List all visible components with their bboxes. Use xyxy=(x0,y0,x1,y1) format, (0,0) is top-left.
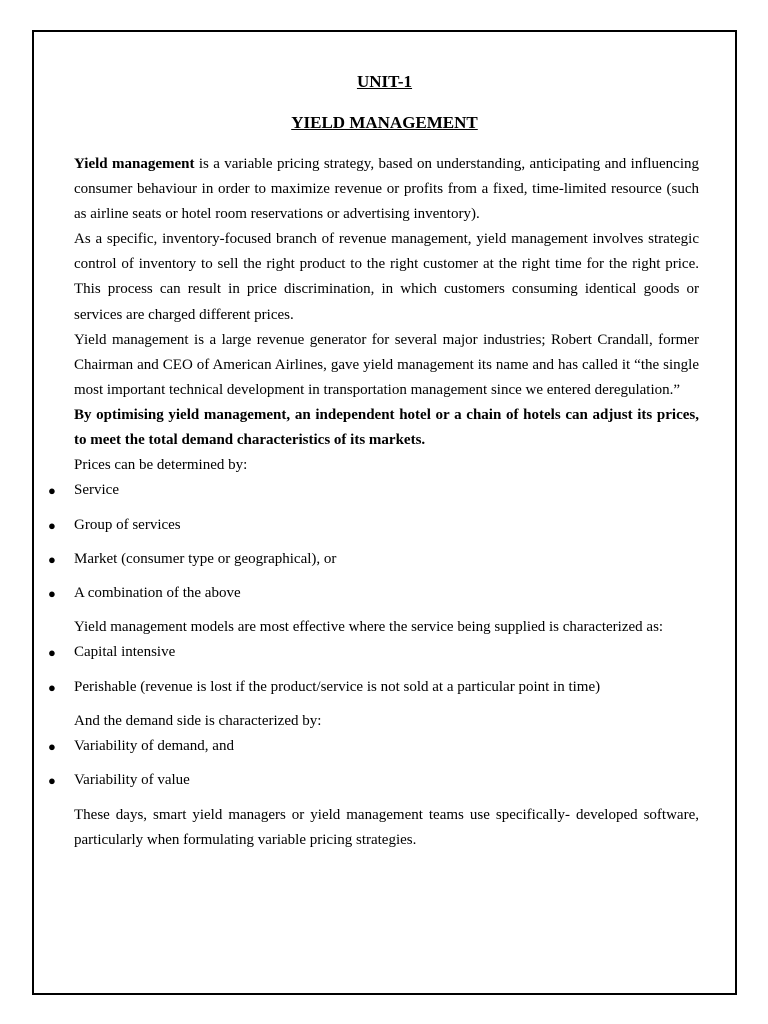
page-border xyxy=(32,30,737,995)
bullet-icon: ● xyxy=(48,551,56,567)
bullet-icon: ● xyxy=(48,517,56,533)
paragraph-definition xyxy=(74,152,699,227)
demand-list xyxy=(48,734,699,793)
list-item: ● Capital intensive xyxy=(74,640,699,665)
paragraph-hotel: By optimising yield management, an independent hotel or a chain of hotels can adjust its prices, to meet the total demand characteristics of its markets. xyxy=(74,406,699,449)
list-item: ● Market (consumer type or geographical), or xyxy=(74,547,699,572)
bullet-icon: ● xyxy=(48,586,56,602)
bullet-icon: ● xyxy=(48,679,56,695)
page-title: YIELD MANAGEMENT xyxy=(291,113,478,132)
demand-intro: And the demand side is characterized by: xyxy=(74,713,322,729)
bullet-icon: ● xyxy=(48,645,56,661)
list-item: ● Variability of value xyxy=(74,768,699,793)
bullet-icon: ● xyxy=(48,483,56,499)
definition-text: is a variable pricing strategy, based on understanding, anticipating and influencing consumer behaviour in order to maximize revenue or profits from a fixed, time-limited resource (such as airline seats or hotel room reservations or advertising inventory). xyxy=(74,156,699,223)
paragraph-closing: These days, smart yield managers or yield management teams use specifically- developed software, particularly when formulating variable pricing strategies. xyxy=(74,806,699,848)
unit-heading: UNIT-1 xyxy=(356,72,413,91)
list-item: ● Variability of demand, and xyxy=(74,734,699,759)
list-item: ● Perishable (revenue is lost if the product/service is not sold at a particular point in time) xyxy=(74,675,699,700)
prices-list xyxy=(48,478,699,606)
list-item: ● A combination of the above xyxy=(74,581,699,606)
prices-intro: Prices can be determined by: xyxy=(74,457,248,474)
models-list xyxy=(48,640,699,699)
paragraph-history: Yield management is a large revenue generator for several major industries; Robert Crandall, former Chairman and CEO of American Airlines, gave yield management its name and has called it “the single most important technical development in transportation management since we entered deregulation.” xyxy=(74,331,699,398)
list-item: ● Service xyxy=(74,478,699,503)
list-item: ● Group of services xyxy=(74,513,699,538)
bullet-icon: ● xyxy=(48,773,56,789)
bullet-icon: ● xyxy=(48,739,56,755)
paragraph-inventory: As a specific, inventory-focused branch of revenue management, yield management involves strategic control of inventory to sell the right product to the right customer at the right time for the right price. This process can result in price discrimination, in which customers consuming identical goods or services are charged different prices. xyxy=(74,231,699,323)
document-body xyxy=(48,152,699,853)
term-yield-management: Yield management xyxy=(74,156,195,172)
models-intro: Yield management models are most effective where the service being supplied is characterized as: xyxy=(74,619,664,636)
